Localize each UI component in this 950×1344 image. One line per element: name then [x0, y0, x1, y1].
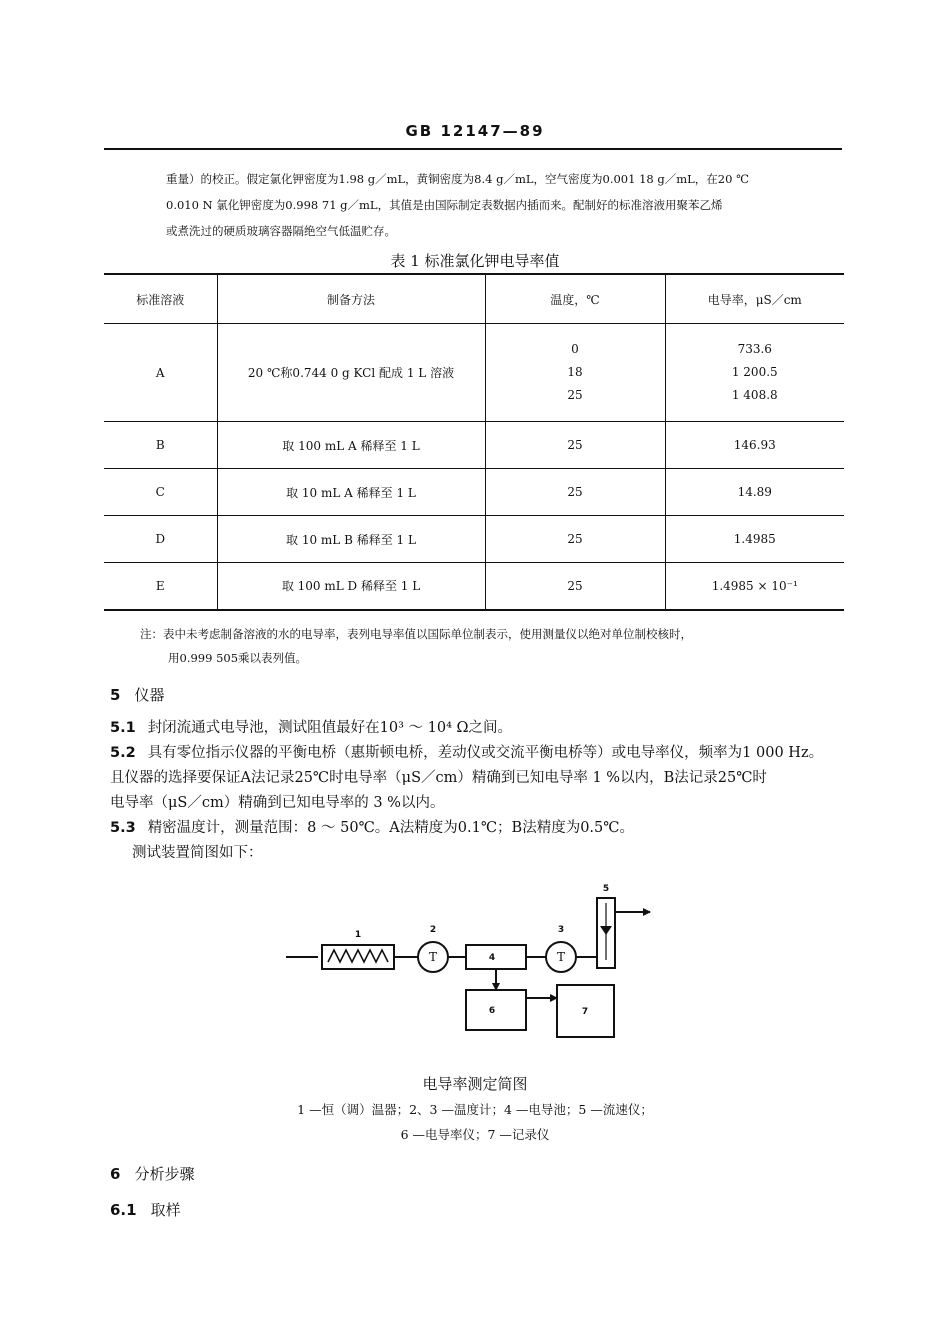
cell-solution: D [155, 532, 166, 546]
clause-text: 且仪器的选择要保证A法记录25℃时电导率（μS／cm）精确到已知电导率 1 %以内，B法记录25℃时 [110, 770, 767, 786]
label-6: 6 [488, 1006, 496, 1016]
temp-value: 25 [567, 388, 583, 402]
label-5: 5 [602, 884, 610, 894]
label-2: 2 [429, 925, 437, 935]
header-method: 制备方法 [217, 274, 485, 324]
label-1: 1 [354, 930, 362, 940]
cell-conductivity: 1.4985 × 10⁻¹ [665, 563, 844, 610]
clause-text: 电导率（μS／cm）精确到已知电导率的 3 %以内。 [110, 795, 445, 811]
section-number: 6 [110, 1165, 121, 1183]
temp-value: 18 [567, 365, 583, 379]
cell-conductivity: 1.4985 [665, 516, 844, 563]
cell-temperature: 25 [485, 516, 665, 563]
intro-line: 重量）的校正。假定氯化钾密度为1.98 g／mL，黄铜密度为8.4 g／mL，空气密度为0.001 18 g／mL，在20 ℃ [166, 172, 749, 186]
label-7: 7 [581, 1007, 589, 1017]
section-heading [110, 1163, 194, 1184]
legend-line: 6 —电导率仪；7 —记录仪 [400, 1127, 550, 1142]
label-3: 3 [557, 925, 565, 935]
cell-conductivity: 146.93 [665, 422, 844, 469]
cell-method: 取 10 mL B 稀释至 1 L [217, 516, 485, 563]
clause-number: 5.2 [110, 745, 136, 761]
cell-solution: B [155, 438, 165, 452]
cell-method: 取 100 mL A 稀释至 1 L [217, 422, 485, 469]
thermometer-2-symbol: T [428, 950, 438, 964]
temp-value: 0 [571, 342, 579, 356]
cell-solution: E [155, 578, 165, 593]
header-solution: 标准溶液 [136, 292, 185, 307]
conductivity-meter-box [466, 990, 526, 1030]
header-conductivity: 电导率，μS／cm [665, 274, 844, 324]
conductivity-value: 1 408.8 [731, 388, 778, 402]
table-caption: 表 1 标准氯化钾电导率值 [390, 252, 560, 270]
cell-method: 取 10 mL A 稀释至 1 L [217, 469, 485, 516]
label-4: 4 [488, 953, 496, 963]
header-temperature: 温度，℃ [485, 274, 665, 324]
cell-conductivity: 14.89 [665, 469, 844, 516]
section-number: 5 [110, 686, 121, 704]
conductance-cell-box [466, 945, 526, 969]
clause-text: 测试装置简图如下： [132, 845, 263, 861]
thermometer-3-symbol: T [556, 950, 566, 964]
cell-temperature: 25 [485, 469, 665, 516]
conductivity-value: 1 200.5 [731, 365, 778, 379]
clause-text: 封闭流通式电导池，测试阻值最好在10³ ～ 10⁴ Ω之间。 [147, 720, 513, 736]
intro-line: 0.010 N 氯化钾密度为0.998 71 g／mL，其值是由国际制定表数据内插而来。配制好的标准溶液用聚苯乙烯 [166, 198, 723, 212]
cell-solution: A [155, 365, 165, 380]
figure-caption: 电导率测定简图 [422, 1075, 528, 1093]
cell-method: 20 ℃称0.744 0 g KCl 配成 1 L 溶液 [217, 324, 485, 422]
clause-number: 5.1 [110, 720, 136, 736]
clause-text: 具有零位指示仪器的平衡电桥（惠斯顿电桥，差动仪或交流平衡电桥等）或电导率仪，频率为1 000 Hz。 [147, 745, 824, 761]
conductivity-value: 733.6 [737, 342, 772, 356]
cell-solution: C [155, 485, 165, 499]
subsection-title: 取样 [150, 1201, 181, 1219]
subsection-heading [110, 1199, 181, 1220]
cell-temperature: 25 [485, 422, 665, 469]
heating-coil-icon [328, 950, 388, 962]
legend-line: 1 —恒（调）温器；2、3 —温度计；4 —电导池；5 —流速仪； [297, 1102, 653, 1117]
section-title: 仪器 [134, 686, 165, 704]
figure-legend [0, 1097, 950, 1147]
section-title: 分析步骤 [134, 1165, 195, 1183]
intro-line: 或煮洗过的硬质玻璃容器隔绝空气低温贮存。 [166, 224, 396, 238]
cell-method: 取 100 mL D 稀释至 1 L [217, 563, 485, 610]
note-line: 注：表中未考虑制备溶液的水的电导率，表列电导率值以国际单位制表示，使用测量仪以绝对单位制校核时， [140, 627, 692, 641]
clause-text: 精密温度计，测量范围：8 ～ 50℃。A法精度为0.1℃；B法精度为0.5℃。 [147, 820, 634, 836]
flowmeter-float-icon [600, 926, 612, 935]
note-line: 用0.999 505乘以表列值。 [168, 651, 308, 665]
page-header-code: GB 12147—89 [405, 122, 545, 140]
subsection-number: 6.1 [110, 1201, 137, 1219]
clause-number: 5.3 [110, 820, 136, 836]
cell-temperature: 25 [485, 563, 665, 610]
